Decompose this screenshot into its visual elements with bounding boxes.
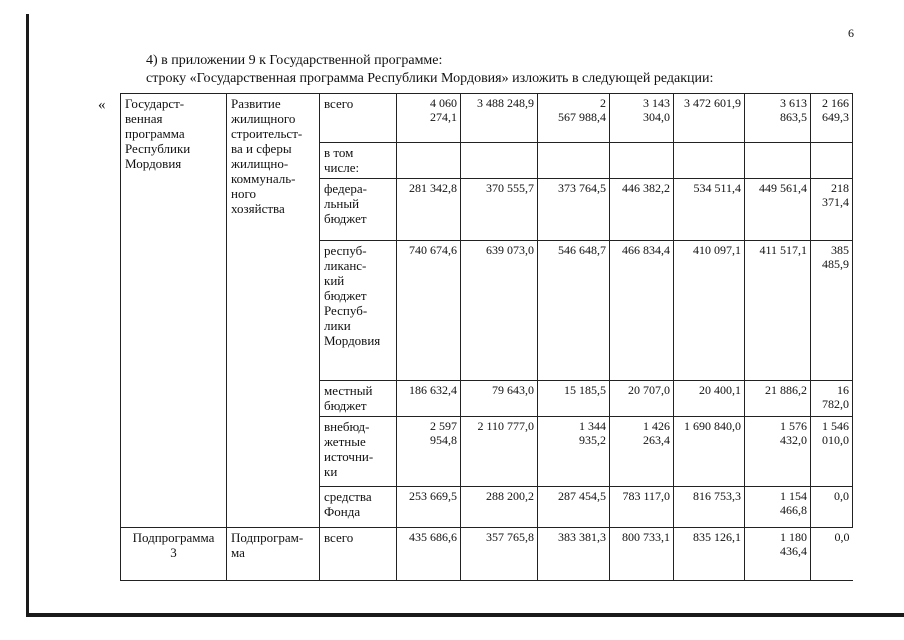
source-cell: всего [320, 94, 397, 143]
value-cell: 15 185,5 [538, 380, 610, 416]
value-cell: 385 485,9 [811, 240, 853, 380]
subprogram-title-cell: Подпрограмма 3 [121, 527, 227, 580]
value-cell [461, 143, 538, 179]
source-cell: всего [320, 527, 397, 580]
source-cell: средства Фонда [320, 487, 397, 528]
value-cell: 288 200,2 [461, 487, 538, 528]
value-cell: 449 561,4 [745, 178, 811, 240]
value-cell: 1 180 436,4 [745, 527, 811, 580]
value-cell: 0,0 [811, 527, 853, 580]
value-cell: 0,0 [811, 487, 853, 528]
value-cell: 370 555,7 [461, 178, 538, 240]
scan-border-left [26, 14, 29, 616]
table-row [121, 527, 853, 580]
program-subtitle-cell: Развитие жилищного строительст- ва и сферы жилищно- коммуналь- ного хозяйства [227, 94, 320, 528]
value-cell: 800 733,1 [610, 527, 674, 580]
value-cell: 218 371,4 [811, 178, 853, 240]
value-cell [745, 143, 811, 179]
value-cell: 410 097,1 [674, 240, 745, 380]
value-cell: 1 576 432,0 [745, 416, 811, 486]
value-cell: 4 060 274,1 [397, 94, 461, 143]
value-cell: 373 764,5 [538, 178, 610, 240]
value-cell: 287 454,5 [538, 487, 610, 528]
value-cell: 1 546 010,0 [811, 416, 853, 486]
value-cell: 3 488 248,9 [461, 94, 538, 143]
source-cell: местный бюджет [320, 380, 397, 416]
value-cell: 253 669,5 [397, 487, 461, 528]
source-cell: федера- льный бюджет [320, 178, 397, 240]
table-row [121, 94, 853, 143]
value-cell: 2 110 777,0 [461, 416, 538, 486]
value-cell: 16 782,0 [811, 380, 853, 416]
intro-line-1: 4) в приложении 9 к Государственной программе: [146, 53, 443, 68]
value-cell: 835 126,1 [674, 527, 745, 580]
value-cell: 3 143 304,0 [610, 94, 674, 143]
value-cell: 2 567 988,4 [538, 94, 610, 143]
value-cell: 20 707,0 [610, 380, 674, 416]
value-cell: 435 686,6 [397, 527, 461, 580]
value-cell: 1 154 466,8 [745, 487, 811, 528]
value-cell: 639 073,0 [461, 240, 538, 380]
value-cell: 1 426 263,4 [610, 416, 674, 486]
page-number: 6 [848, 26, 854, 40]
intro-line-2: строку «Государственная программа Республики Мордовия» изложить в следующей редакции: [146, 71, 714, 86]
value-cell: 2 166 649,3 [811, 94, 853, 143]
value-cell: 3 472 601,9 [674, 94, 745, 143]
value-cell: 2 597 954,8 [397, 416, 461, 486]
value-cell: 1 690 840,0 [674, 416, 745, 486]
value-cell: 466 834,4 [610, 240, 674, 380]
opening-quote-mark: « [98, 97, 106, 113]
value-cell [538, 143, 610, 179]
value-cell: 446 382,2 [610, 178, 674, 240]
value-cell: 740 674,6 [397, 240, 461, 380]
value-cell: 79 643,0 [461, 380, 538, 416]
value-cell [397, 143, 461, 179]
value-cell: 281 342,8 [397, 178, 461, 240]
value-cell: 357 765,8 [461, 527, 538, 580]
value-cell: 783 117,0 [610, 487, 674, 528]
subprogram-subtitle-cell: Подпрограм- ма [227, 527, 320, 580]
value-cell: 3 613 863,5 [745, 94, 811, 143]
value-cell: 534 511,4 [674, 178, 745, 240]
source-cell: респуб- ликанс- кий бюджет Респуб- лики Мордовия [320, 240, 397, 380]
source-cell: в том числе: [320, 143, 397, 179]
value-cell: 20 400,1 [674, 380, 745, 416]
scan-border-bottom [26, 613, 904, 617]
value-cell: 1 344 935,2 [538, 416, 610, 486]
value-cell [610, 143, 674, 179]
program-funding-table [120, 93, 853, 581]
value-cell: 21 886,2 [745, 380, 811, 416]
value-cell: 546 648,7 [538, 240, 610, 380]
value-cell: 411 517,1 [745, 240, 811, 380]
program-title-cell: Государст- венная программа Республики Мордовия [121, 94, 227, 528]
value-cell: 816 753,3 [674, 487, 745, 528]
value-cell [811, 143, 853, 179]
value-cell: 186 632,4 [397, 380, 461, 416]
value-cell [674, 143, 745, 179]
value-cell: 383 381,3 [538, 527, 610, 580]
source-cell: внебюд- жетные источни- ки [320, 416, 397, 486]
